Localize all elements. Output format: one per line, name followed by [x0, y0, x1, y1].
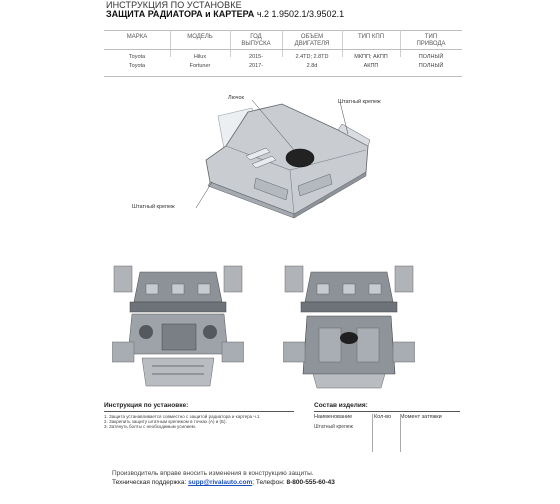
underbody-before-drawing — [112, 262, 244, 390]
fastener-callout-bottom: Штатный крепеж — [132, 204, 175, 210]
parts-list-header — [314, 414, 460, 420]
support-phone[interactable]: 8-800-555-60-43 — [286, 479, 335, 486]
col-make: МАРКА — [126, 34, 148, 40]
skid-plate-drawing — [190, 90, 386, 220]
cell-drive: ПОЛНЫЙ — [418, 63, 444, 69]
cell-gearbox: АКПП — [363, 63, 379, 69]
footer-disclaimer: Производитель вправе вносить изменения в конструкцию защиты. — [112, 470, 314, 477]
instructions-title: Инструкция по установке: — [104, 402, 189, 409]
col-name: Наименование — [314, 414, 353, 420]
vehicle-spec-table — [104, 30, 462, 80]
part-numbers: ч.2 1.9502.1/3.9502.1 — [256, 9, 345, 19]
col-model: МОДЕЛЬ — [187, 34, 213, 40]
cell-engine: 2.8d — [306, 63, 318, 69]
footer-support — [112, 479, 335, 486]
support-email-link[interactable]: supp@rivalauto.com — [188, 479, 253, 486]
table-row — [104, 63, 462, 70]
hatch-callout: Лючок — [228, 95, 244, 101]
part-torque — [400, 424, 460, 430]
cell-year: 2015- — [248, 54, 264, 60]
cell-model: Fortuner — [189, 63, 211, 69]
doc-title — [106, 9, 344, 19]
fastener-callout-top: Штатный крепеж — [338, 99, 381, 105]
col-drive: ТИП ПРИВОДА — [416, 34, 446, 47]
col-year: ГОД ВЫПУСКА — [241, 34, 271, 47]
col-torque: Момент затяжки — [400, 414, 442, 420]
instruction-step: 1. Защита устанавливается совместно с защитой радиатора и картера ч.1 — [104, 414, 260, 419]
col-qty: Кол-во — [374, 414, 392, 420]
part-qty — [374, 424, 400, 430]
underbody-view-before — [112, 262, 244, 390]
cell-model: Hilux — [193, 54, 207, 60]
spec-table-header — [104, 34, 462, 47]
cell-drive: ПОЛНЫЙ — [418, 54, 444, 60]
doc-type-heading: ИНСТРУКЦИЯ ПО УСТАНОВКЕ — [106, 0, 242, 10]
instruction-step: 3. Затянуть болты с необходимым усилием. — [104, 424, 196, 429]
cell-make: Toyota — [128, 63, 146, 69]
installation-instructions — [104, 402, 294, 452]
col-engine: ОБЪЕМ ДВИГАТЕЛЯ — [294, 34, 330, 47]
instruction-step: 2. Закрепить защиту штатным крепежом в точках (А) и (Б). — [104, 419, 227, 424]
cell-gearbox: МКПП; АКПП — [354, 54, 388, 60]
support-label: Техническая поддержка: — [112, 479, 187, 486]
col-gearbox: ТИП КПП — [357, 34, 385, 40]
cell-engine: 2.4TD; 2.8TD — [295, 54, 329, 60]
parts-list-title: Состав изделия: — [314, 402, 368, 409]
table-row — [104, 54, 462, 61]
product-title: ЗАЩИТА РАДИАТОРА и КАРТЕРА — [106, 9, 255, 19]
parts-list — [314, 402, 460, 452]
phone-label: ; Телефон: — [252, 479, 285, 486]
underbody-view-installed — [283, 262, 415, 390]
cell-make: Toyota — [128, 54, 146, 60]
part-name: Штатный крепеж — [314, 424, 353, 430]
cell-year: 2017- — [248, 63, 264, 69]
table-row — [314, 424, 460, 430]
underbody-installed-drawing — [283, 262, 415, 390]
skid-plate-diagram — [190, 90, 386, 220]
